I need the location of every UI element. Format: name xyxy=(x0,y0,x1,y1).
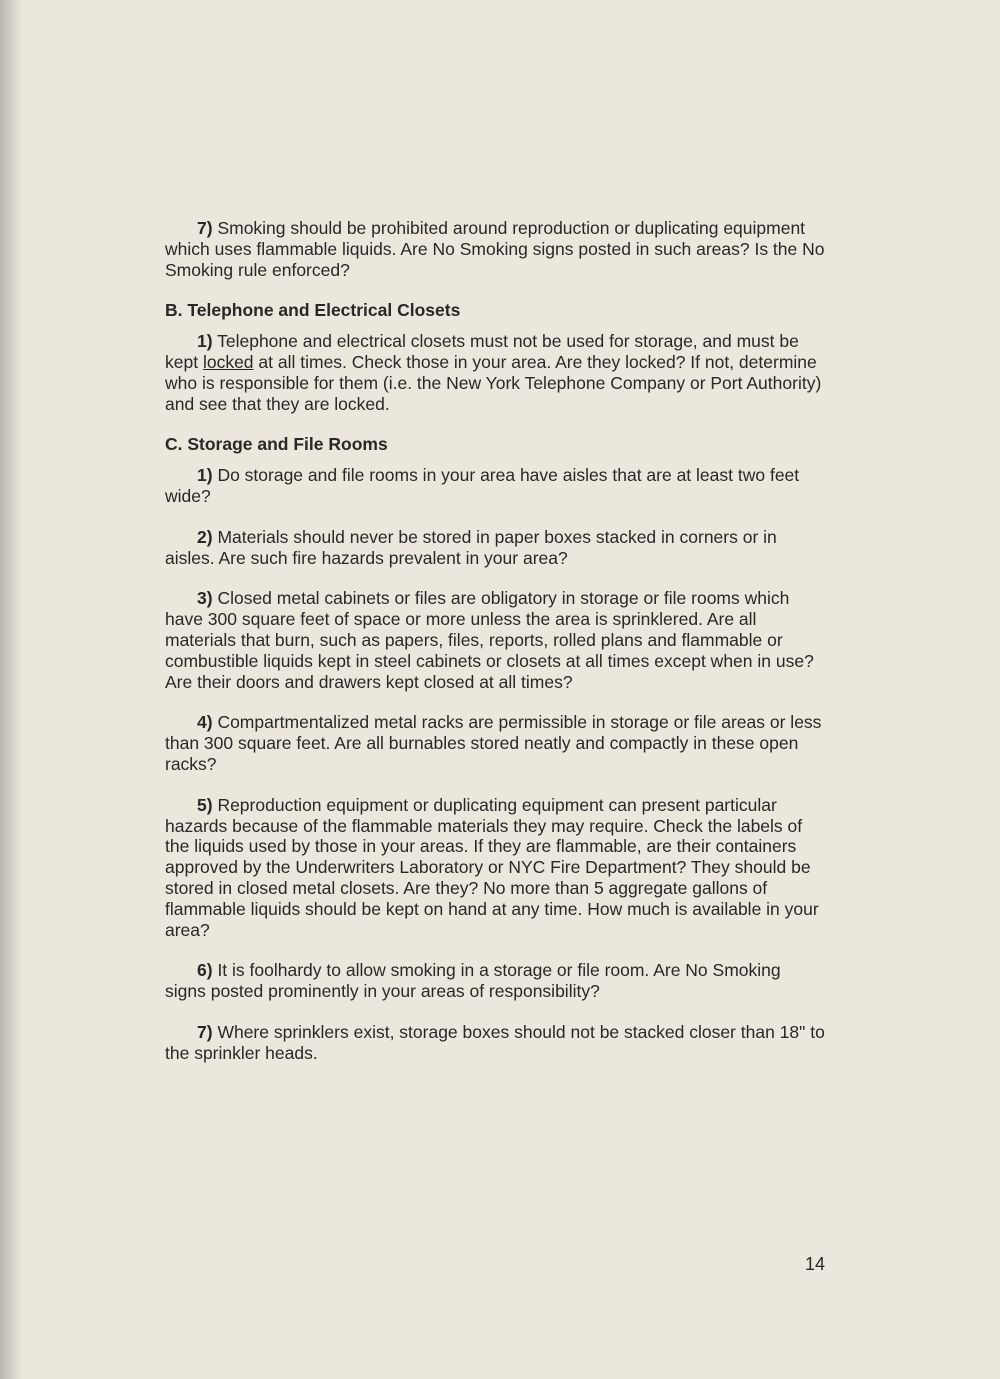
item-text-after: at all times. Check those in your area. Are they locked? If not, determine who is responsible for them (i.e. the New York Telephone Company or Port Authority) and see that they are locked. xyxy=(165,351,822,414)
paragraph-c-item-4 xyxy=(165,712,825,774)
item-number: 5) xyxy=(197,794,213,815)
paragraph-c-item-3 xyxy=(165,588,825,692)
section-heading-storage-file-rooms: C. Storage and File Rooms xyxy=(165,434,388,455)
item-number: 7) xyxy=(197,218,213,238)
paragraph-c-item-1 xyxy=(165,465,825,507)
page-number: 14 xyxy=(805,1254,826,1274)
paragraph-c-item-6 xyxy=(165,960,825,1002)
paragraph-b-item-1 xyxy=(165,331,825,414)
item-number: 4) xyxy=(197,712,213,733)
item-text: Closed metal cabinets or files are obligatory in storage or file rooms which have 300 square feet of space or more unless the area is sprinklered. Are all materials that burn, such as papers, files, reports, rolled plans and flammable or combustible liquids kept in steel cabinets or closets at all times except when in use? Are their doors and drawers kept closed at all times? xyxy=(165,588,814,692)
item-number: 7) xyxy=(197,1021,213,1042)
paragraph-c-item-2 xyxy=(165,527,825,569)
item-text-underlined: locked xyxy=(202,351,254,372)
document-body xyxy=(165,218,825,1084)
paragraph-c-item-5 xyxy=(165,795,825,941)
item-text: Materials should never be stored in paper boxes stacked in corners or in aisles. Are such fire hazards prevalent in your area? xyxy=(165,526,777,568)
item-number: 1) xyxy=(197,465,213,486)
item-text: Do storage and file rooms in your area have aisles that are at least two feet wide? xyxy=(165,465,800,506)
item-number: 3) xyxy=(197,588,213,609)
item-number: 6) xyxy=(197,960,213,981)
item-text: Smoking should be prohibited around reproduction or duplicating equipment which uses flammable liquids. Are No Smoking signs posted in such areas? Is the No Smoking rule enforced? xyxy=(165,218,825,280)
item-text: It is foolhardy to allow smoking in a storage or file room. Are No Smoking signs posted prominently in your areas of responsibility? xyxy=(165,960,781,1002)
item-text: Where sprinklers exist, storage boxes should not be stacked closer than 18" to the sprinkler heads. xyxy=(165,1021,825,1063)
item-text: Compartmentalized metal racks are permissible in storage or file areas or less than 300 square feet. Are all burnables stored neatly and compactly in these open racks? xyxy=(165,712,822,774)
page-binding-shadow xyxy=(0,0,22,1379)
item-number: 1) xyxy=(197,331,213,352)
item-text: Reproduction equipment or duplicating equipment can present particular hazards because of the flammable materials they may require. Check the labels of the liquids used by those in your areas. If they are flammable, are their containers approved by the Underwriters Laboratory or NYC Fire Department? They should be stored in closed metal closets. Are they? No more than 5 aggregate gallons of flammable liquids should be kept on hand at any time. How much is available in your area? xyxy=(165,794,819,940)
item-number: 2) xyxy=(197,526,213,547)
paragraph-c-item-7 xyxy=(165,1022,825,1064)
section-heading-telephone-electrical: B. Telephone and Electrical Closets xyxy=(165,300,461,321)
paragraph-a-item-7 xyxy=(165,218,825,280)
item-text-before: Telephone and electrical closets must not be used for storage, and must be kept xyxy=(165,331,799,372)
